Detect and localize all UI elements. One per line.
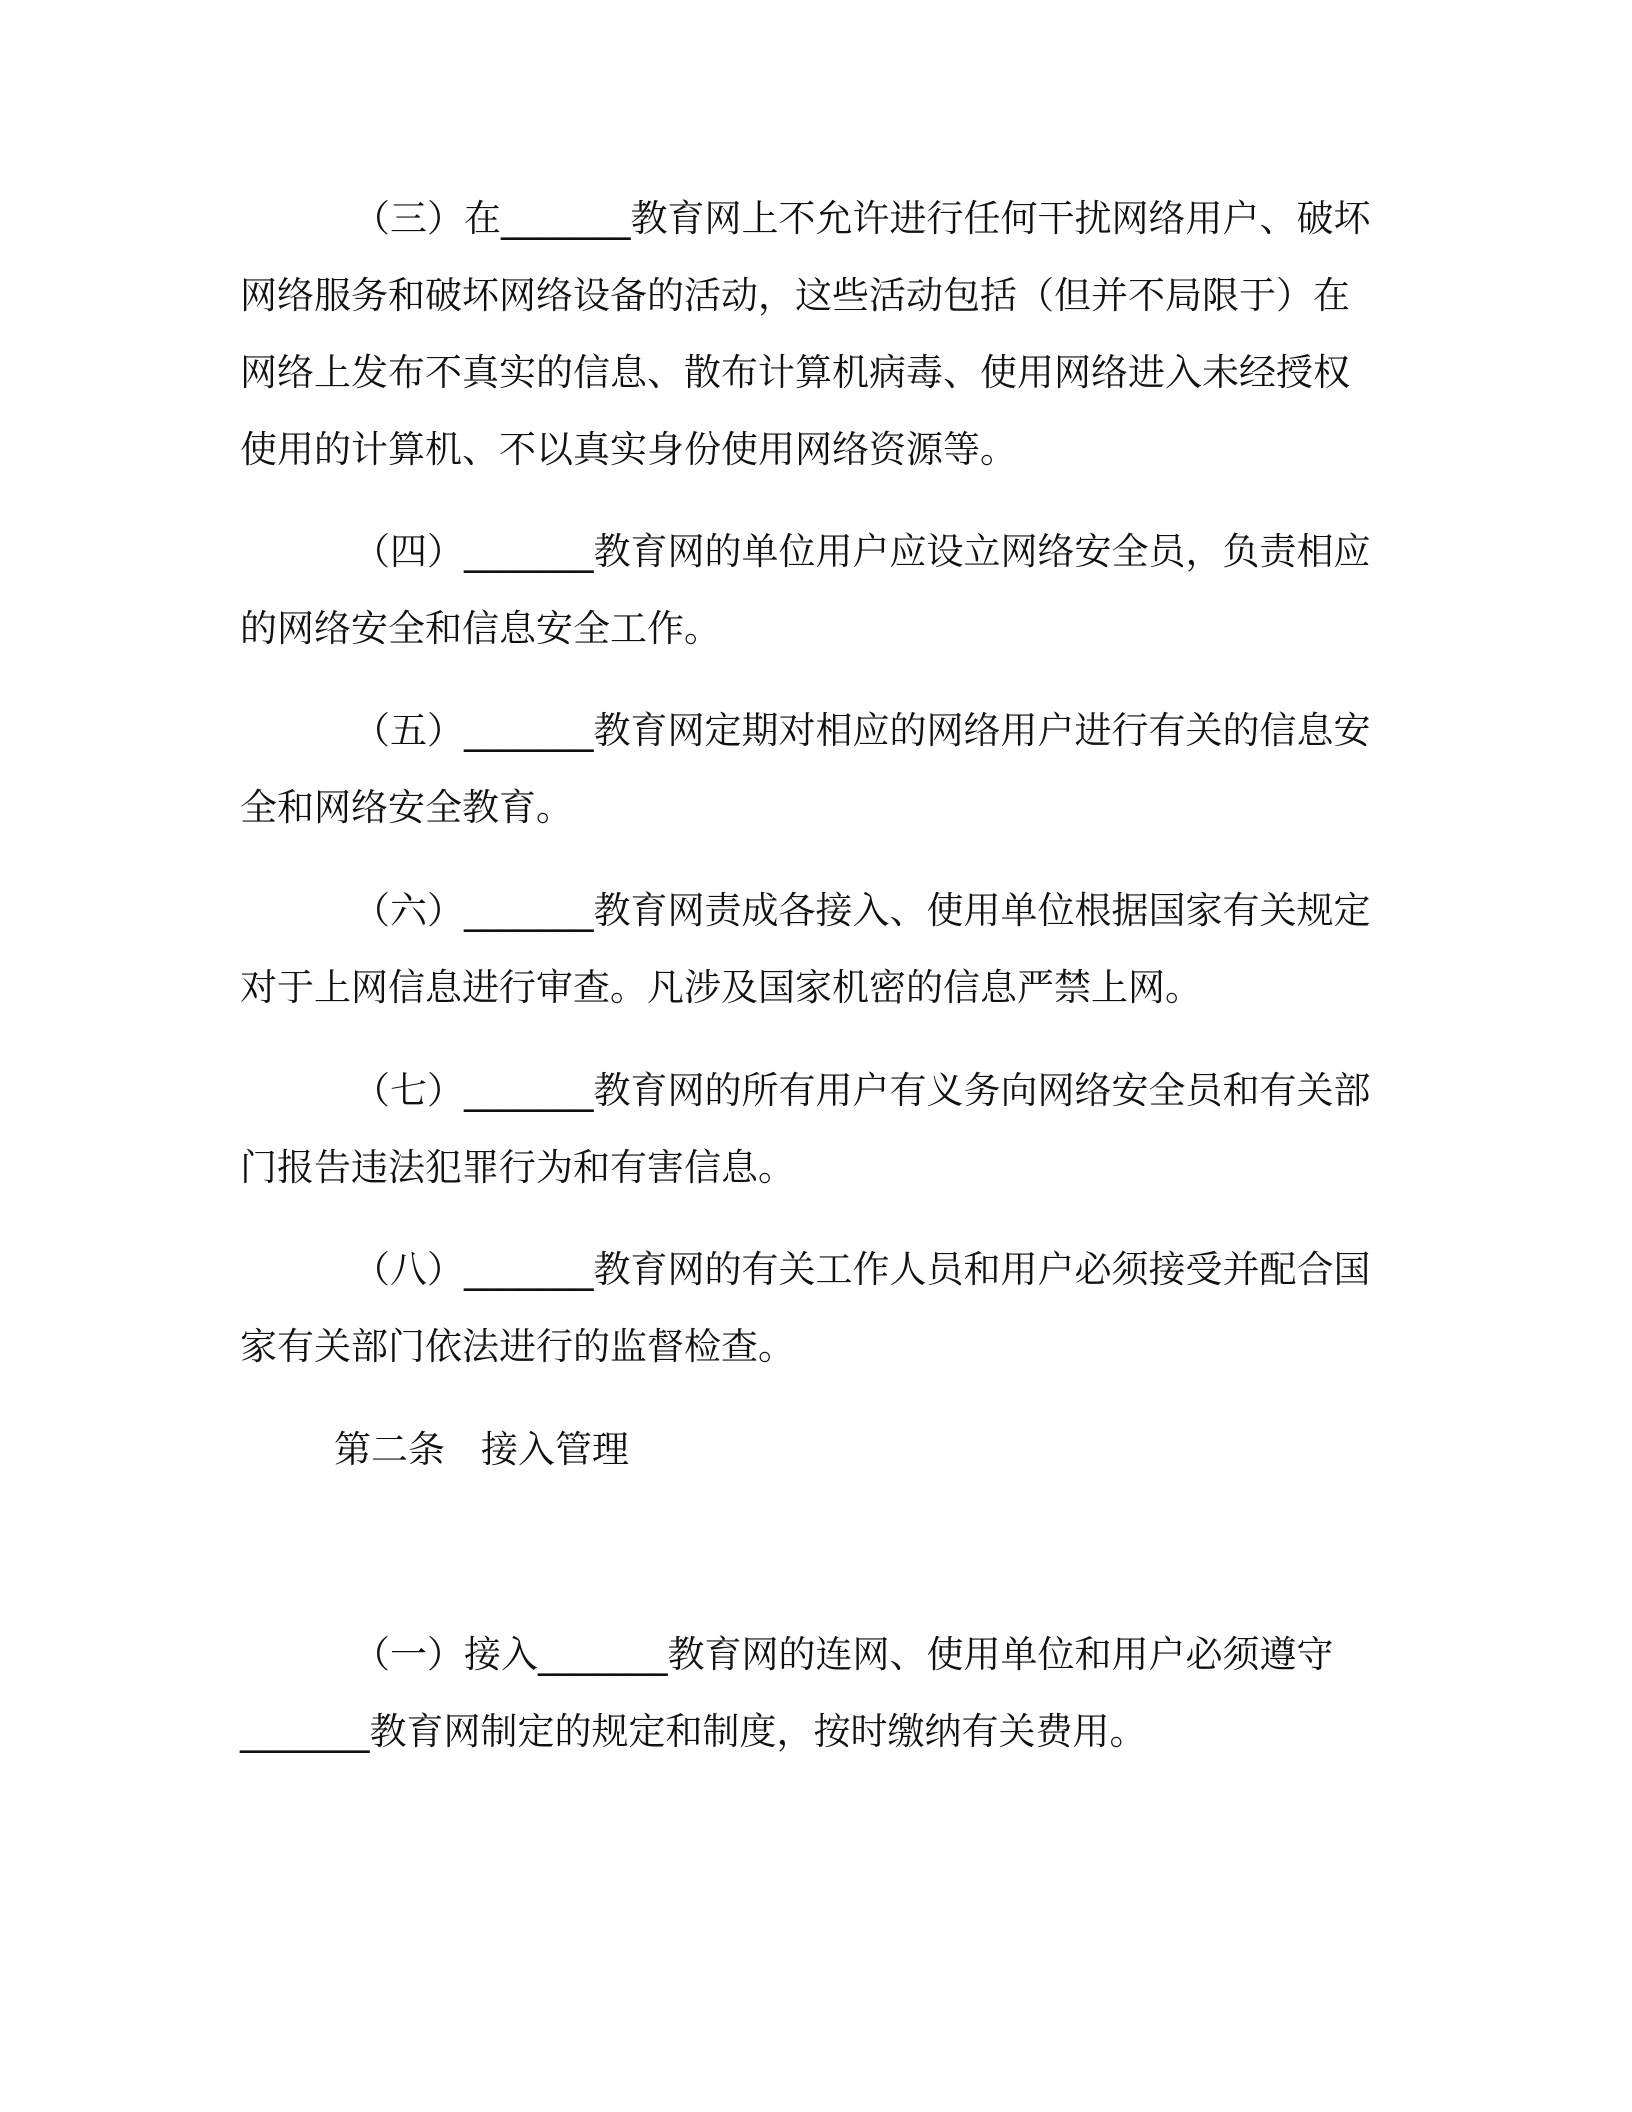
text-line: 家有关部门依法进行的监督检查。 xyxy=(240,1325,795,1368)
text-line: 门报告违法犯罪行为和有害信息。 xyxy=(240,1146,795,1189)
article-title: 接入管理 xyxy=(481,1428,629,1471)
article-number: 第二条 xyxy=(334,1428,445,1471)
text-line: （五）_______教育网定期对相应的网络用户进行有关的信息安 xyxy=(353,709,1371,752)
text-line: 使用的计算机、不以真实身份使用网络资源等。 xyxy=(240,428,1017,471)
paragraph-4 xyxy=(240,513,1371,667)
paragraph-5 xyxy=(240,692,1371,846)
text-line: （三）在_______教育网上不允许进行任何干扰网络用户、破坏 xyxy=(353,197,1371,240)
text-line: （四）_______教育网的单位用户应设立网络安全员，负责相应 xyxy=(353,530,1371,573)
text-line: （八）_______教育网的有关工作人员和用户必须接受并配合国 xyxy=(353,1248,1371,1291)
paragraph-8 xyxy=(240,1231,1371,1385)
text-line: （六）_______教育网责成各接入、使用单位根据国家有关规定 xyxy=(353,889,1371,932)
text-line: 全和网络安全教育。 xyxy=(240,786,573,829)
text-line: _______教育网制定的规定和制度，按时缴纳有关费用。 xyxy=(240,1710,1147,1753)
text-line: 对于上网信息进行审查。凡涉及国家机密的信息严禁上网。 xyxy=(240,966,1202,1009)
article-paragraph-1 xyxy=(240,1616,1368,1770)
paragraph-7 xyxy=(240,1052,1371,1206)
paragraph-3 xyxy=(240,180,1371,488)
text-line: （七）_______教育网的所有用户有义务向网络安全员和有关部 xyxy=(353,1069,1371,1112)
paragraph-6 xyxy=(240,872,1371,1026)
text-line: 网络上发布不真实的信息、散布计算机病毒、使用网络进入未经授权 xyxy=(240,351,1350,394)
article-heading xyxy=(334,1411,629,1488)
text-line: 的网络安全和信息安全工作。 xyxy=(240,607,721,650)
text-line: （一）接入_______教育网的连网、使用单位和用户必须遵守 xyxy=(353,1633,1334,1676)
text-line: 网络服务和破坏网络设备的活动，这些活动包括（但并不局限于）在 xyxy=(240,274,1350,317)
